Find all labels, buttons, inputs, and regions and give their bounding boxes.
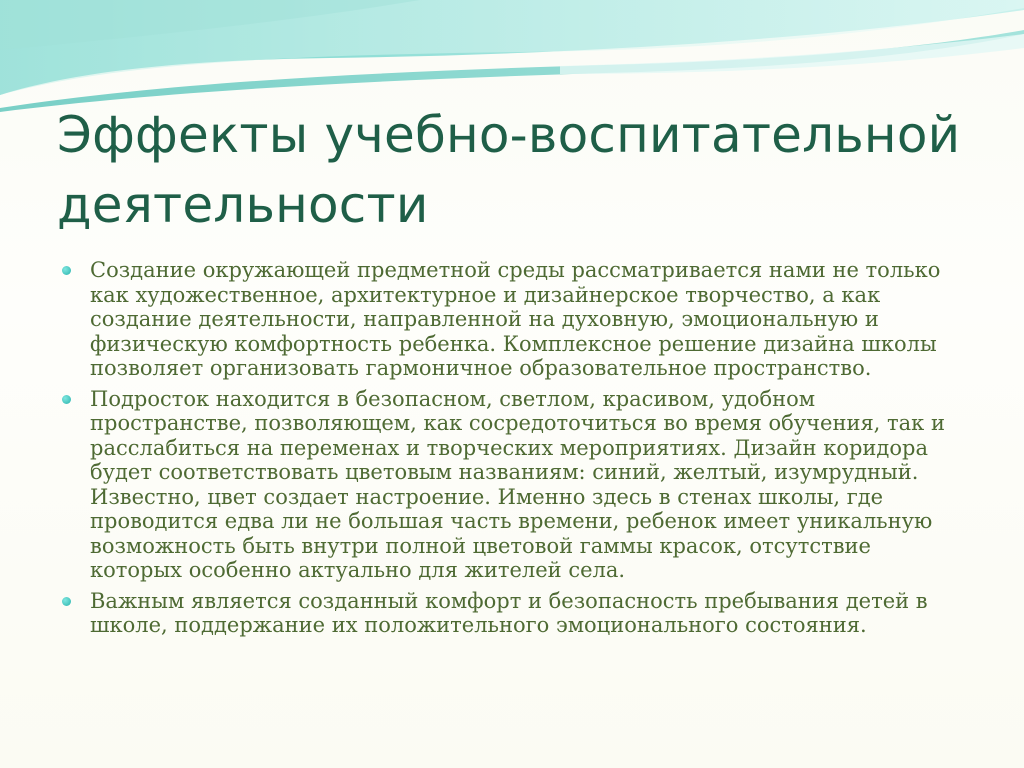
bullet-icon bbox=[62, 597, 71, 606]
list-item bbox=[60, 387, 960, 583]
list-item bbox=[60, 589, 960, 638]
bullet-text: Подросток находится в безопасном, светлом, красивом, удобном пространстве, позволяющем, как сосредоточиться во время обучения, так и расслабиться на переменах и творческих мероприятиях. Дизайн коридора будет соответствовать цветовым названиям: синий, желтый, изумрудный. Известно, цвет создает настроение. Именно здесь в стенах школы, где проводится едва ли не большая часть времени, ребенок имеет уникальную возможность быть внутри полной цветовой гаммы красок, отсутствие которых особенно актуально для жителей села. bbox=[90, 386, 945, 582]
slide-title: Эффекты учебно-воспитательной деятельности bbox=[57, 106, 961, 234]
bullet-text: Важным является созданный комфорт и безопасность пребывания детей в школе, поддержание их положительного эмоционального состояния. bbox=[90, 588, 928, 637]
bullet-text: Создание окружающей предметной среды рассматривается нами не только как художественное, архитектурное и дизайнерское творчество, а как создание деятельности, направленной на духовную, эмоциональную и физическую комфортность ребенка. Комплексное решение дизайна школы позволяет организовать гармоничное образовательное пространство. bbox=[90, 258, 941, 380]
bullet-list bbox=[60, 258, 960, 644]
bullet-icon bbox=[62, 395, 71, 404]
list-item bbox=[60, 258, 960, 381]
bullet-icon bbox=[62, 266, 71, 275]
